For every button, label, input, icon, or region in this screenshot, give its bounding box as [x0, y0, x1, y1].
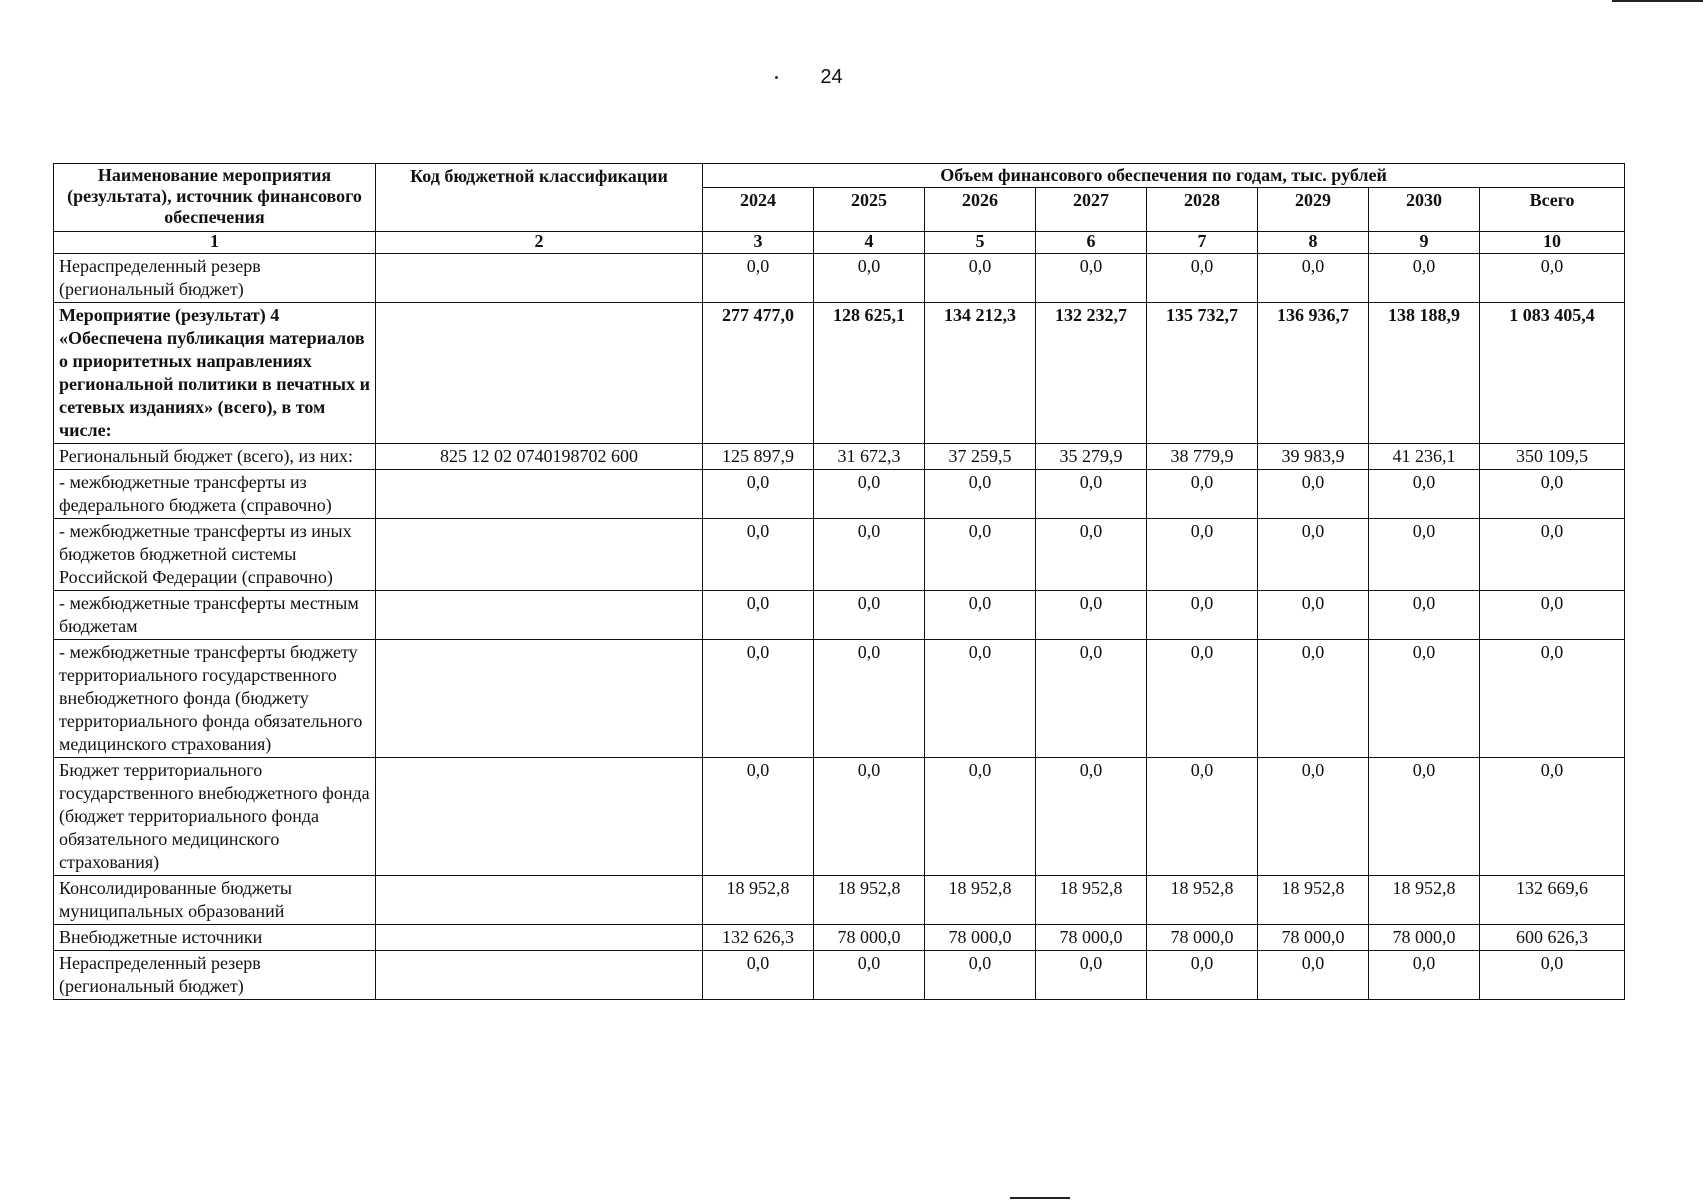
table-row: [54, 303, 1625, 444]
column-number: 7: [1147, 232, 1258, 254]
value-cell: 0,0: [1147, 254, 1258, 303]
value-cell: 78 000,0: [925, 925, 1036, 951]
value-cell: 38 779,9: [1147, 444, 1258, 470]
value-cell: 125 897,9: [703, 444, 814, 470]
header-name: Наименование мероприятия (результата), источник финансового обеспечения: [54, 164, 376, 232]
value-cell: 0,0: [925, 254, 1036, 303]
row-name: - межбюджетные трансферты из федерального бюджета (справочно): [54, 470, 376, 519]
header-year: 2024: [703, 188, 814, 232]
value-cell: 0,0: [925, 470, 1036, 519]
header-year: 2029: [1258, 188, 1369, 232]
value-cell: 0,0: [1258, 758, 1369, 876]
table-row: [54, 254, 1625, 303]
row-name: Консолидированные бюджеты муниципальных образований: [54, 876, 376, 925]
value-cell: 35 279,9: [1036, 444, 1147, 470]
value-cell: 18 952,8: [703, 876, 814, 925]
column-number: 6: [1036, 232, 1147, 254]
value-cell: 78 000,0: [1036, 925, 1147, 951]
header-year: 2026: [925, 188, 1036, 232]
value-cell: 78 000,0: [1147, 925, 1258, 951]
row-code: [376, 640, 703, 758]
value-cell: 0,0: [1036, 254, 1147, 303]
value-cell: 0,0: [1147, 470, 1258, 519]
value-cell: 0,0: [1369, 591, 1480, 640]
row-code: [376, 925, 703, 951]
value-cell: 0,0: [814, 470, 925, 519]
header-year: 2025: [814, 188, 925, 232]
column-number: 4: [814, 232, 925, 254]
value-cell: 18 952,8: [814, 876, 925, 925]
header-funding-group: Объем финансового обеспечения по годам, тыс. рублей: [703, 164, 1625, 188]
value-cell: 0,0: [1258, 470, 1369, 519]
value-cell: 0,0: [925, 758, 1036, 876]
column-number: 5: [925, 232, 1036, 254]
row-code: [376, 470, 703, 519]
value-cell: 138 188,9: [1369, 303, 1480, 444]
value-cell: 0,0: [703, 519, 814, 591]
row-name: Мероприятие (результат) 4 «Обеспечена публикация материалов о приоритетных направлениях региональной политики в печатных и сетевых изданиях» (всего), в том числе:: [54, 303, 376, 444]
value-cell: 0,0: [814, 640, 925, 758]
value-cell: 132 626,3: [703, 925, 814, 951]
value-cell: 18 952,8: [1369, 876, 1480, 925]
column-number: 8: [1258, 232, 1369, 254]
value-cell: 134 212,3: [925, 303, 1036, 444]
value-cell: 0,0: [1369, 519, 1480, 591]
value-cell: 0,0: [1258, 640, 1369, 758]
value-cell: 128 625,1: [814, 303, 925, 444]
table-row: [54, 519, 1625, 591]
header-year: 2030: [1369, 188, 1480, 232]
header-year: 2028: [1147, 188, 1258, 232]
total-cell: 1 083 405,4: [1480, 303, 1625, 444]
value-cell: 0,0: [814, 591, 925, 640]
header-total: Всего: [1480, 188, 1625, 232]
value-cell: 18 952,8: [1147, 876, 1258, 925]
value-cell: 0,0: [1036, 519, 1147, 591]
column-number: 1: [54, 232, 376, 254]
table-row: [54, 876, 1625, 925]
row-name: - межбюджетные трансферты бюджету территориального государственного внебюджетного фонда (бюджету территориального фонда обязательного медицинского страхования): [54, 640, 376, 758]
total-cell: 0,0: [1480, 470, 1625, 519]
table-row: [54, 640, 1625, 758]
value-cell: 31 672,3: [814, 444, 925, 470]
row-name: Нераспределенный резерв (региональный бюджет): [54, 254, 376, 303]
row-code: [376, 876, 703, 925]
value-cell: 0,0: [1369, 951, 1480, 1000]
value-cell: 0,0: [1036, 951, 1147, 1000]
value-cell: 39 983,9: [1258, 444, 1369, 470]
table-row: [54, 591, 1625, 640]
value-cell: 132 232,7: [1036, 303, 1147, 444]
total-cell: 0,0: [1480, 758, 1625, 876]
value-cell: 0,0: [703, 591, 814, 640]
total-cell: 132 669,6: [1480, 876, 1625, 925]
value-cell: 136 936,7: [1258, 303, 1369, 444]
value-cell: 0,0: [1258, 254, 1369, 303]
row-code: [376, 254, 703, 303]
value-cell: 0,0: [1147, 758, 1258, 876]
page-number: 24: [820, 66, 843, 88]
column-number: 3: [703, 232, 814, 254]
total-cell: 600 626,3: [1480, 925, 1625, 951]
scan-edge-mark-bottom: [1010, 1197, 1070, 1199]
value-cell: 0,0: [703, 640, 814, 758]
value-cell: 0,0: [1258, 951, 1369, 1000]
value-cell: 277 477,0: [703, 303, 814, 444]
financing-table: [53, 163, 1625, 1000]
value-cell: 0,0: [1147, 519, 1258, 591]
value-cell: 0,0: [1036, 758, 1147, 876]
row-code: [376, 951, 703, 1000]
value-cell: 18 952,8: [925, 876, 1036, 925]
value-cell: 0,0: [703, 951, 814, 1000]
value-cell: 41 236,1: [1369, 444, 1480, 470]
value-cell: 0,0: [1258, 519, 1369, 591]
value-cell: 78 000,0: [1369, 925, 1480, 951]
value-cell: 0,0: [1258, 591, 1369, 640]
table-row: [54, 444, 1625, 470]
value-cell: 78 000,0: [1258, 925, 1369, 951]
table-row: [54, 925, 1625, 951]
total-cell: 350 109,5: [1480, 444, 1625, 470]
row-name: Нераспределенный резерв (региональный бюджет): [54, 951, 376, 1000]
row-name: Региональный бюджет (всего), из них:: [54, 444, 376, 470]
value-cell: 0,0: [925, 591, 1036, 640]
value-cell: 0,0: [1036, 591, 1147, 640]
value-cell: 0,0: [703, 254, 814, 303]
total-cell: 0,0: [1480, 591, 1625, 640]
value-cell: 78 000,0: [814, 925, 925, 951]
row-name: Бюджет территориального государственного внебюджетного фонда (бюджет территориального фонда обязательного медицинского страхования): [54, 758, 376, 876]
value-cell: 0,0: [1147, 951, 1258, 1000]
total-cell: 0,0: [1480, 519, 1625, 591]
header-code: Код бюджетной классификации: [376, 164, 703, 232]
row-name: - межбюджетные трансферты местным бюджетам: [54, 591, 376, 640]
value-cell: 0,0: [925, 951, 1036, 1000]
scan-edge-mark: [1612, 0, 1703, 2]
value-cell: 0,0: [925, 640, 1036, 758]
value-cell: 0,0: [1147, 591, 1258, 640]
column-number: 10: [1480, 232, 1625, 254]
value-cell: 0,0: [1369, 470, 1480, 519]
total-cell: 0,0: [1480, 254, 1625, 303]
row-name: - межбюджетные трансферты из иных бюджетов бюджетной системы Российской Федерации (справочно): [54, 519, 376, 591]
value-cell: 0,0: [1369, 254, 1480, 303]
value-cell: 18 952,8: [1036, 876, 1147, 925]
value-cell: 0,0: [703, 470, 814, 519]
row-code: 825 12 02 0740198702 600: [376, 444, 703, 470]
value-cell: 0,0: [925, 519, 1036, 591]
header-year: 2027: [1036, 188, 1147, 232]
value-cell: 0,0: [814, 254, 925, 303]
value-cell: 0,0: [1369, 758, 1480, 876]
row-code: [376, 519, 703, 591]
row-name: Внебюджетные источники: [54, 925, 376, 951]
table-row: [54, 951, 1625, 1000]
row-code: [376, 591, 703, 640]
column-number: 9: [1369, 232, 1480, 254]
value-cell: 0,0: [1147, 640, 1258, 758]
column-number: 2: [376, 232, 703, 254]
value-cell: 0,0: [814, 519, 925, 591]
table-row: [54, 758, 1625, 876]
value-cell: 18 952,8: [1258, 876, 1369, 925]
value-cell: 0,0: [1036, 470, 1147, 519]
value-cell: 0,0: [1036, 640, 1147, 758]
table-row: [54, 470, 1625, 519]
value-cell: 0,0: [1369, 640, 1480, 758]
value-cell: 135 732,7: [1147, 303, 1258, 444]
value-cell: 37 259,5: [925, 444, 1036, 470]
value-cell: 0,0: [814, 758, 925, 876]
value-cell: 0,0: [814, 951, 925, 1000]
total-cell: 0,0: [1480, 951, 1625, 1000]
row-code: [376, 758, 703, 876]
total-cell: 0,0: [1480, 640, 1625, 758]
value-cell: 0,0: [703, 758, 814, 876]
row-code: [376, 303, 703, 444]
